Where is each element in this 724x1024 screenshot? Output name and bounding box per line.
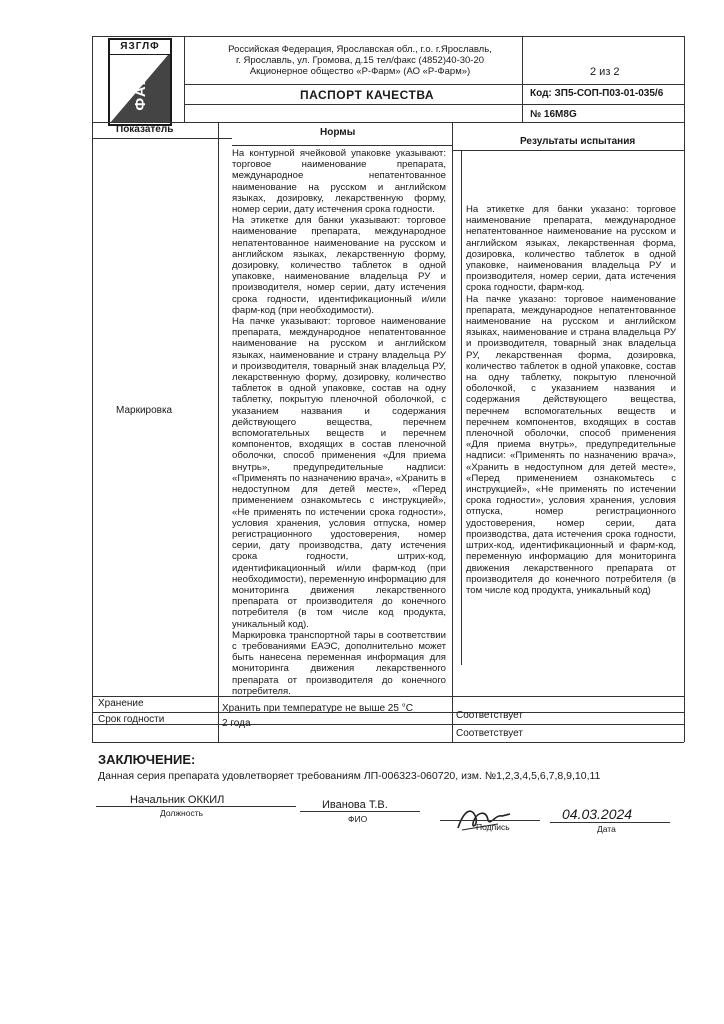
page-number: 2 из 2 <box>590 66 620 78</box>
marking-indicator: Маркировка <box>116 405 173 416</box>
storage-result: Соответствует <box>456 710 523 721</box>
norms-paragraph: На контурной ячейковой упаковке указывают: торговое наименование препарата, международное непатентованное наименование на русском и английском языках, дозировку, лекарственную форму, номер серии, дату истечения срока годности. <box>232 148 446 216</box>
company-logo <box>108 38 172 126</box>
table-top-border <box>92 122 684 123</box>
address-line: г. Ярославль, ул. Громова, д.15 тел/факс (4852)40-30-20 <box>235 55 485 66</box>
signer-position: Начальник ОККИЛ <box>130 794 225 806</box>
logo-word: ФАРМ <box>132 61 149 111</box>
norms-paragraph: На пачке указывают: торговое наименование препарата, международное непатентованное наименование на русском и английском языках, наименование и страну владельца РУ и производителя, товарный знак владельца РУ, лекарственную форму, дозировку, количество таблеток в одной упаковке, состав на одну таблетку, покрытую пленочной оболочкой, с указанием названия и содержания действующего вещества, перечнем вспомогательных веществ и перечнем компонентов, входящих в состав пленочной оболочки, способ применения «Для приема внутрь», предупредительные надписи: «Применять по назначению врача», «Хранить в недоступном для детей месте», «Перед применением ознакомьтесь с инструкцией», «Не применять по истечении срока годности», условия хранения, условия отпуска, номер регистрационного удостоверения, номер серии, дату производства, дату истечения срока годности, штрих-код, идентификационный и/или фарм-код (при необходимости), переменную информацию для мониторинга движения лекарственного препарата от производителя до конечного потребителя (в том числе код продукта, уникальный код). <box>232 316 446 630</box>
col-header-results: Результаты испытания <box>520 136 636 147</box>
name-label: ФИО <box>348 814 368 824</box>
conclusion-title: ЗАКЛЮЧЕНИЕ: <box>98 752 196 767</box>
shelf-life-indicator: Срок годности <box>98 714 165 725</box>
sign-date: 04.03.2024 <box>562 806 633 822</box>
marking-results <box>466 204 676 596</box>
norms-paragraph: Маркировка транспортной тары в соответствии с требованиями ЕАЭС, дополнительно может быть нанесена переменная информация для мониторинга движения лекарственного препарата от производителя до конечного потребителя. <box>232 629 446 697</box>
col-header-norms: Нормы <box>320 127 356 138</box>
address-line: Акционерное общество «Р-Фарм» (АО «Р-Фарм») <box>249 66 471 77</box>
results-paragraph: На этикетке для банки указано: торговое наименование препарата, международное непатентованное наименование на русском и английском языках, лекарственная форма, дозировка, количество таблеток в одной упаковке, наименования владельца РУ и производителя, номер серии, дата истечения срока годности, фарм-код. <box>466 204 676 294</box>
address-line: Российская Федерация, Ярославская обл., г.о. г.Ярославль, <box>228 44 492 55</box>
logo-emblem <box>110 55 170 123</box>
results-paragraph: На пачке указано: торговое наименование препарата, международное непатентованное наименование на русском и английском языках, наименование и страна владельца РУ и производителя, товарный знак владельца РУ, лекарственная форма, дозировка, количество таблеток в одной упаковке, состав на одну таблетку, покрытую пленочной оболочкой, с указанием названия и содержания действующего вещества, перечнем вспомогательных веществ и перечнем компонентов, входящих в состав пленочной оболочки, способ применения «Для приема внутрь», предупредительные надписи: «Применять по назначению врача», «Хранить в недоступном для детей месте», «Перед применением ознакомьтесь с инструкцией», «Не применять по истечении срока годности», условия хранения, условия отпуска, номер регистрационного удостоверения, номер серии, дата производства, дата истечения срока годности, штрих-код, идентификационный и фарм-код, переменную информацию для мониторинга движения лекарственного препарата от производителя до конечного потребителя (в том числе код продукта, уникальный код) <box>466 293 676 596</box>
col-divider <box>92 122 93 742</box>
shelf-life-result: Соответствует <box>456 728 523 739</box>
shelf-life-norm: 2 года <box>222 718 251 729</box>
marking-norms <box>232 148 446 697</box>
storage-indicator: Хранение <box>98 698 144 709</box>
date-label: Дата <box>597 824 616 834</box>
col-header-indicator: Показатель <box>116 124 174 135</box>
norms-paragraph: На этикетке для банки указывают: торговое наименование препарата, международное непатентованное наименование на русском и английском языках, лекарственную форму, дозировку, количество таблеток в одной упаковке, наименование владельца РУ и производителя, номер серии, дату истечения срока годности, идентификационный и/или фарм-код (при необходимости). <box>232 215 446 316</box>
document-number: № 16М8G <box>530 109 577 120</box>
signature-label: Подпись <box>476 822 510 832</box>
storage-norm: Хранить при температуре не выше 25 °С <box>222 703 413 714</box>
document-title: ПАСПОРТ КАЧЕСТВА <box>300 88 435 102</box>
signer-name: Иванова Т.В. <box>322 799 388 811</box>
document-code: Код: ЗП5-СОП-П03-01-035/6 <box>530 88 664 99</box>
company-address <box>210 44 510 77</box>
conclusion-text: Данная серия препарата удовлетворяет требованиям ЛП-006323-060720, изм. №1,2,3,4,5,6,7,8,9,10,11 <box>98 770 601 782</box>
position-label: Должность <box>160 808 204 818</box>
logo-top-text: ЯЗГЛФ <box>110 40 170 55</box>
